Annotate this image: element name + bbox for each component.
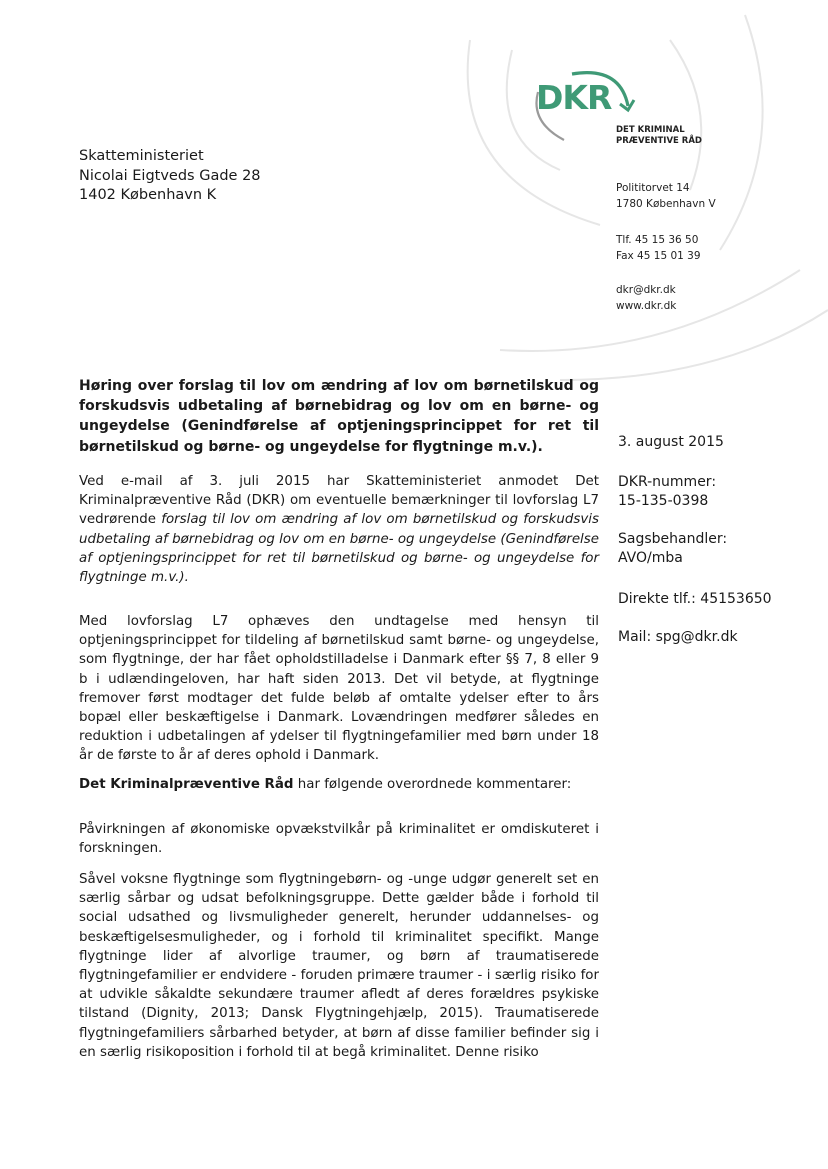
logo-subtitle xyxy=(616,125,702,147)
case-handler-block xyxy=(618,530,727,568)
direct-phone: Direkte tlf.: 45153650 xyxy=(618,591,772,607)
logo-subtitle-line-2: PRÆVENTIVE RÅD xyxy=(616,136,702,146)
sender-email: dkr@dkr.dk xyxy=(616,284,676,296)
logo-text: DKR xyxy=(536,78,612,117)
sender-address xyxy=(616,180,716,212)
dkr-number-value: 15-135-0398 xyxy=(618,493,709,509)
contact-mail: Mail: spg@dkr.dk xyxy=(618,629,738,645)
dkr-number-block xyxy=(618,473,716,511)
paragraph-intro-text: Ved e-mail af 3. juli 2015 har Skatteministeriet anmodet Det Kriminalpræventive Råd (DKR) om eventuelle bemærkninger til lovforslag L7 vedrørende xyxy=(79,474,599,528)
comments-intro-text: har følgende overordnede kommentarer: xyxy=(293,777,572,792)
paragraph-intro xyxy=(79,472,599,587)
sender-phones xyxy=(616,232,701,264)
sender-fax: Fax 45 15 01 39 xyxy=(616,250,701,262)
logo-subtitle-line-1: DET KRIMINAL xyxy=(616,125,685,135)
recipient-name: Skatteministeriet xyxy=(79,148,204,164)
recipient-city: 1402 København K xyxy=(79,187,217,203)
sender-phone: Tlf. 45 15 36 50 xyxy=(616,234,699,246)
sender-web: www.dkr.dk xyxy=(616,300,677,312)
recipient-street: Nicolai Eigtveds Gade 28 xyxy=(79,167,261,184)
case-handler-label: Sagsbehandler: xyxy=(618,531,728,547)
dkr-number-label: DKR-nummer: xyxy=(618,474,717,490)
paragraph-vulnerability: Såvel voksne flygtninge som flygtningebørn- og -unge udgør generelt set en særlig sårbar og udsat befolkningsgruppe. Dette gælder både i forhold til social udsathed og livsmuligheder generelt, herunder uddannelses- og beskæftigelsesmuligheder, og i forhold til kriminalitet specifikt. Mange flygtninge lider af alvorlige traumer, og børn af traumatiserede flygtningefamilier er endvidere - foruden primære traumer - i særlig risiko for at udvikle såkaldte sekundære traumer afledt af deres forældres psykiske tilstand (Dignity, 2013; Dansk Flygtningehjælp, 2015). Traumatiserede flygtningefamiliers sårbarhed betyder, at børn af disse familier befinder sig i en særlig risikoposition i forhold til at begå kriminalitet. Denne risiko xyxy=(79,872,599,1060)
letter-date: 3. august 2015 xyxy=(618,434,724,450)
letter-subject: Høring over forslag til lov om ændring af lov om børnetilskud og forskudsvis udbetaling af børnebidrag og lov om en børne- og ungeydelse (Genindførelse af optjeningsprincippet for ret til børnetilskud og børne- og ungeydelse for flygtninge m.v.). xyxy=(79,378,599,455)
sender-city: 1780 København V xyxy=(616,198,716,210)
recipient-address xyxy=(79,147,261,206)
case-handler-value: AVO/mba xyxy=(618,550,683,566)
paragraph-comments-intro xyxy=(79,775,599,794)
paragraph-intro-italic: forslag til lov om ændring af lov om børnetilskud og forskudsvis udbetaling af børnebidrag og lov om en børne- og ungeydelse (Genindførelse af optjeningsprincippet for ret til børnetilskud og børne- og ungeydelse for flygtninge m.v.). xyxy=(79,512,599,586)
organisation-name: Det Kriminalpræventive Råd xyxy=(79,777,294,792)
sender-street: Polititorvet 14 xyxy=(616,182,690,194)
sender-online xyxy=(616,282,676,314)
paragraph-law-change: Med lovforslag L7 ophæves den undtagelse med hensyn til optjeningsprincippet for tildeling af børnetilskud samt børne- og ungeydelse, som flygtninge, der har fået opholdstilladelse i Danmark efter §§ 7, 8 eller 9 b i udlændingeloven, har haft siden 2013. Det vil betyde, at flygtninge fremover først modtager det fulde beløb af omtalte ydelser efter to års bopæl eller beskæftigelse i Danmark. Lovændringen medfører således en reduktion i udbetalingen af ydelser til flygtningefamilier med børn under 18 år de første to år af deres ophold i Danmark. xyxy=(79,614,599,764)
paragraph-research: Påvirkningen af økonomiske opvækstvilkår på kriminalitet er omdiskuteret i forskningen. xyxy=(79,822,599,857)
